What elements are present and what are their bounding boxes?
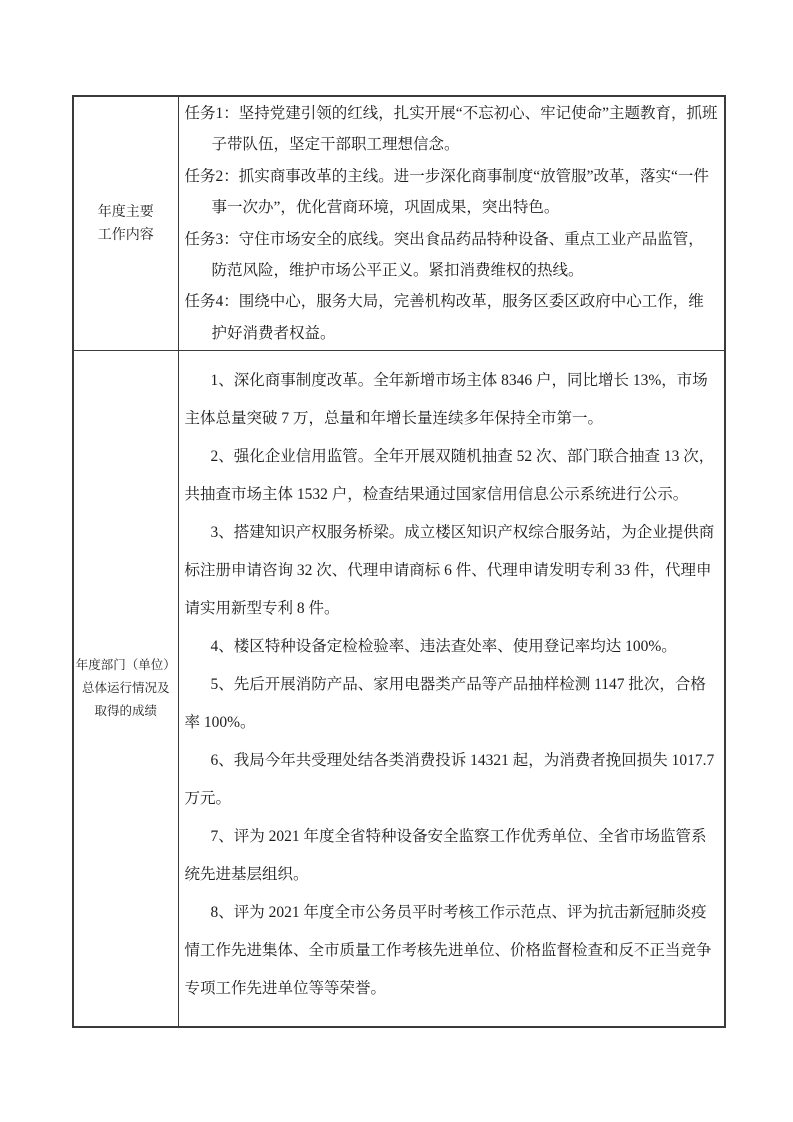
task-item-4 (185, 286, 719, 349)
row2-content-cell (178, 351, 725, 1027)
achievement-item-8: 8、评为 2021 年度全市公务员平时考核工作示范点、评为抗击新冠肺炎疫情工作先进集体、全市质量工作考核先进单位、价格监督检查和反不正当竞争专项工作先进单位等等荣誉。 (184, 904, 712, 998)
task-prefix: 任务3： (184, 230, 239, 248)
achievement-item-3: 3、搭建知识产权服务桥梁。成立楼区知识产权综合服务站，为企业提供商标注册申请咨询 32 次、代理申请商标 6 件、代理申请发明专利 33 件，代理申请实用新型专利 8 件。 (184, 524, 715, 618)
row2-label-cell (73, 351, 178, 1027)
achievement-item-6: 6、我局今年共受理处结各类消费投诉 14321 起，为消费者挽回损失 1017.7 万元。 (184, 752, 715, 808)
task-prefix: 任务1： (184, 105, 239, 122)
achievement-item-2: 2、强化企业信用监管。全年开展双随机抽查 52 次、部门联合抽查 13 次，共抽查市场主体 1532 户，检查结果通过国家信用信息公示系统进行公示。 (184, 448, 715, 504)
task-text: 抓实商事改革的主线。进一步深化商事制度“放管服”改革，落实“一件事一次办”，优化营商环境，巩固成果，突出特色。 (211, 167, 709, 217)
achievement-item-7: 7、评为 2021 年度全省特种设备安全监察工作优秀单位、全省市场监管系统先进基层组织。 (184, 828, 707, 884)
task-item-3 (185, 224, 719, 287)
achievement-item-4: 4、楼区特种设备定检检验率、违法查处率、使用登记率均达 100%。 (210, 638, 677, 656)
task-prefix: 任务2： (184, 167, 239, 185)
row2-label-line: 年度部门（单位） (75, 658, 176, 672)
row1-label-line: 年度主要 (97, 204, 154, 220)
task-text: 坚持党建引领的红线，扎实开展“不忘初心、牢记使命”主题教育，抓班子带队伍，坚定干部职工理想信念。 (211, 105, 718, 154)
achievement-item-5: 5、先后开展消防产品、家用电器类产品等产品抽样检测 1147 批次，合格率 100%。 (184, 676, 706, 732)
row1-content-cell (178, 96, 725, 351)
annual-report-table (72, 95, 726, 1028)
row2-label-line: 取得的成绩 (94, 704, 157, 718)
task-item-2 (185, 161, 719, 224)
row1-label-line: 工作内容 (97, 227, 154, 243)
row2-label-line: 总体运行情况及 (81, 681, 170, 695)
task-prefix: 任务4： (184, 293, 239, 311)
row1-label-cell (73, 96, 178, 351)
task-item-1 (185, 98, 719, 161)
task-text: 守住市场安全的底线。突出食品药品特种设备、重点工业产品监管，防范风险，维护市场公平正义。紧扣消费维权的热线。 (211, 230, 704, 280)
table-row-achievements (73, 351, 725, 1027)
task-text: 围绕中心，服务大局，完善机构改革，服务区委区政府中心工作，维护好消费者权益。 (211, 293, 704, 342)
achievement-item-1: 1、深化商事制度改革。全年新增市场主体 8346 户，同比增长 13%，市场主体总量突破 7 万，总量和年增长量连续多年保持全市第一。 (184, 372, 708, 428)
table-row-main-work (73, 96, 725, 351)
